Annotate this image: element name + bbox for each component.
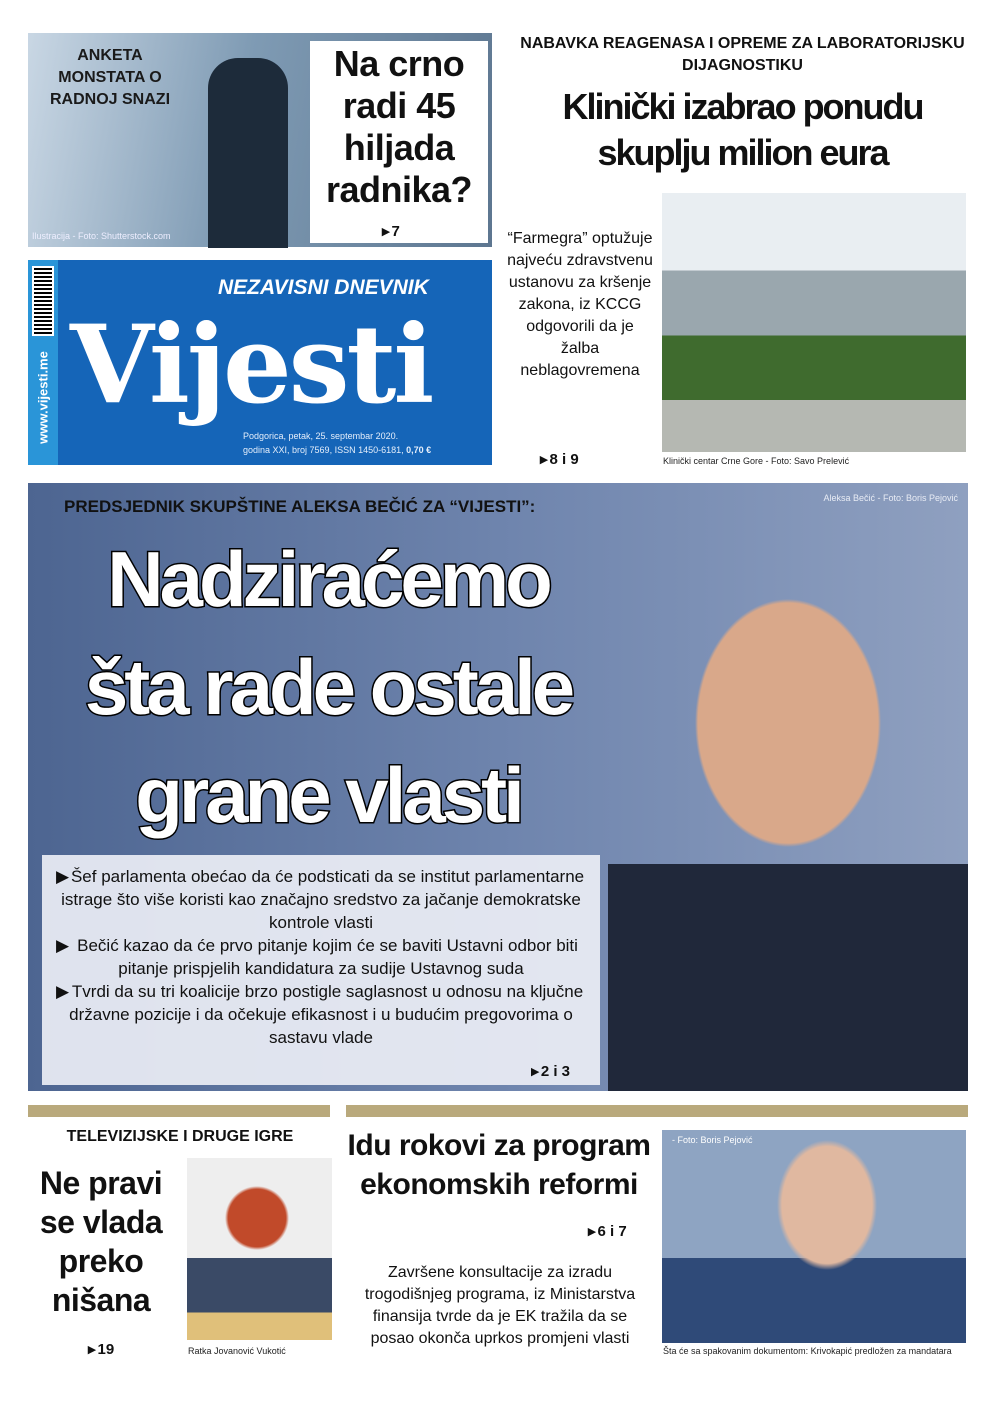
photo-credit: - Foto: Boris Pejović	[672, 1135, 753, 1145]
headline-line: šta rade ostale	[84, 643, 572, 731]
main-headline[interactable]	[38, 525, 618, 849]
headline-line: grane vlasti	[135, 751, 521, 839]
issue-line	[243, 444, 431, 456]
story-headline[interactable]: Idu rokovi za program ekonomskih reformi	[347, 1129, 651, 1201]
photo-caption: Ratka Jovanović Vukotić	[188, 1346, 286, 1356]
bullet-item: ▶ Bečić kazao da će prvo pitanje kojim će se baviti Ustavni odbor biti pitanje prispjelih kandidatura za sudije Ustavnog suda	[56, 936, 578, 978]
hospital-photo[interactable]	[662, 193, 966, 452]
main-kicker: PREDSJEDNIK SKUPŠTINE ALEKSA BEČIĆ ZA “VIJESTI”:	[64, 497, 536, 516]
bullet-arrow-icon: ▶	[56, 936, 70, 955]
bullet-box	[42, 855, 600, 1085]
story-headline[interactable]: Klinički izabrao ponudu skuplju milion eura	[562, 86, 923, 173]
becic-portrait	[608, 523, 968, 1091]
portrait-photo[interactable]	[187, 1158, 332, 1340]
web-strip	[28, 260, 58, 465]
story-kicker: TELEVIZIJSKE I DRUGE IGRE	[66, 1128, 294, 1145]
story-body: Završene konsultacije za izradu trogodišnjeg programa, iz Ministarstva finansija tvrde da je EK tražila da se posao okonča uprkos promjeni vlasti	[364, 1264, 636, 1347]
worker-figure	[208, 58, 288, 248]
photo-caption: Ilustracija - Foto: Shutterstock.com	[32, 231, 171, 241]
date-line: Podgorica, petak, 25. septembar 2020.	[243, 431, 399, 441]
masthead-logo: Vijesti	[70, 302, 432, 428]
page-ref[interactable]: ▸ 2 i 3	[531, 1063, 570, 1081]
krivokapic-photo[interactable]	[662, 1130, 966, 1343]
bullet-arrow-icon: ▶	[56, 982, 70, 1001]
story-headline[interactable]: Ne pravi se vlada preko nišana	[39, 1165, 163, 1318]
website-url[interactable]: www.vijesti.me	[35, 351, 51, 444]
tagline: NEZAVISNI DNEVNIK	[218, 276, 429, 299]
issue-info: godina XXI, broj 7569, ISSN 1450-6181,	[243, 445, 404, 455]
photo-caption: Šta će sa spakovanim dokumentom: Krivokapić predložen za mandatara	[663, 1346, 952, 1356]
teaser-photo-workers[interactable]	[28, 33, 492, 247]
teaser-headline[interactable]: Na crno radi 45 hiljada radnika?	[325, 43, 473, 210]
story-body: “Farmegra” optužuje najveću zdravstvenu ustanovu za kršenje zakona, iz KCCG odgovorili da je žalba neblagovremena	[507, 230, 653, 379]
photo-caption: Klinički centar Crne Gore - Foto: Savo Prelević	[663, 456, 850, 466]
main-story[interactable]	[28, 483, 968, 1091]
bullet-item: ▶ Tvrdi da su tri koalicije brzo postigle saglasnost u odnosu na ključne državne pozicije i da očekuje efikasnost i u budućim pregovorima o sastavu vlade	[56, 982, 584, 1047]
teaser-box[interactable]	[310, 41, 488, 243]
story-kicker: NABAVKA REAGENASA I OPREME ZA LABORATORIJSKU DIJAGNOSTIKU	[520, 35, 965, 74]
bullet-arrow-icon: ▶	[56, 867, 70, 886]
page-ref[interactable]: ▸ 7	[382, 222, 400, 240]
bullet-item: ▶ Šef parlamenta obećao da će podsticati da se institut parlamentarne istrage što više koristi kao značajno sredstvo za jačanje demokratske kontrole vlasti	[56, 867, 585, 932]
headline-line: Nadziraćemo	[107, 535, 549, 623]
teaser-kicker: ANKETA MONSTATA O RADNOJ SNAZI	[50, 47, 171, 108]
section-divider	[28, 1105, 330, 1117]
page-ref[interactable]: ▸ 19	[88, 1340, 114, 1358]
page-ref[interactable]: ▸ 6 i 7	[588, 1222, 627, 1240]
section-divider	[346, 1105, 968, 1117]
page-ref[interactable]: ▸ 8 i 9	[540, 450, 579, 468]
photo-caption: Aleksa Bečić - Foto: Boris Pejović	[823, 493, 958, 503]
masthead	[28, 260, 492, 465]
price: 0,70 €	[406, 445, 432, 455]
barcode	[32, 266, 54, 336]
